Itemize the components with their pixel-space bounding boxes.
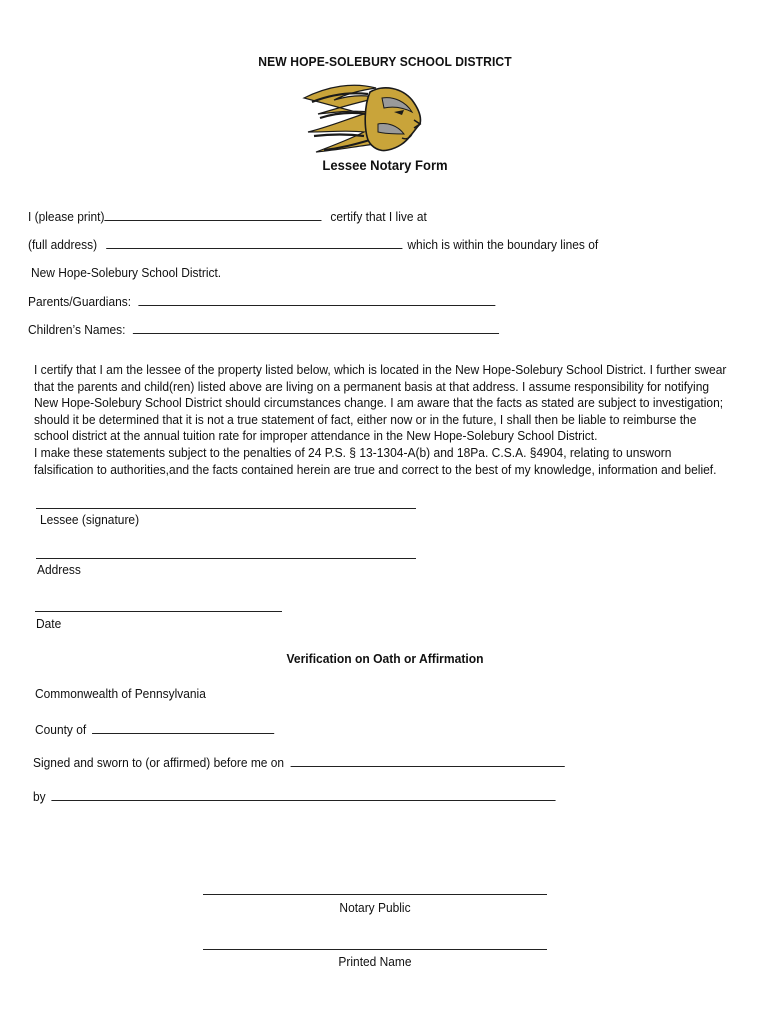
parents-field[interactable]	[138, 293, 495, 306]
lessee-signature-line[interactable]	[36, 508, 416, 509]
address-line[interactable]	[36, 558, 416, 559]
parents-row	[28, 293, 495, 309]
certify-live-text: certify that I live at	[330, 209, 427, 224]
lion-head-icon	[298, 78, 424, 160]
parents-label: Parents/Guardians:	[28, 294, 132, 309]
district-title: NEW HOPE-SOLEBURY SCHOOL DISTRICT	[258, 54, 512, 69]
county-label: County of	[35, 722, 87, 737]
address-label: Address	[37, 562, 81, 577]
district-line: New Hope-Solebury School District.	[31, 265, 222, 280]
full-address-label: (full address)	[28, 237, 98, 252]
please-print-label: I (please print)	[28, 209, 105, 224]
signed-sworn-row	[33, 754, 564, 770]
by-label: by	[33, 789, 46, 804]
notary-signature-line[interactable]	[203, 894, 547, 895]
certification-paragraph-1: I certify that I am the lessee of the property listed below, which is located in the New Hope-Solebury School District. I further swear that the parents and child(ren) listed above are living on a permanent basis at that address. I assume responsibility for notifying New Hope-Solebury School District should circumstances change. I am aware that the facts as stated are subject to investigation; should it be determined that it is not a true statement of fact, either now or in the future, I shall then be liable to reimburse the school district at the annual tuition rate for improper attendance in the New Hope-Solebury School District.	[34, 362, 727, 444]
lessee-signature-label: Lessee (signature)	[40, 512, 140, 527]
certification-text	[34, 362, 733, 478]
notary-public-label: Notary Public	[339, 900, 411, 915]
verification-title: Verification on Oath or Affirmation	[286, 651, 484, 666]
children-row	[28, 321, 499, 337]
form-title: Lessee Notary Form	[322, 157, 448, 173]
signed-sworn-label: Signed and sworn to (or affirmed) before me on	[33, 755, 285, 770]
certification-paragraph-2: I make these statements subject to the penalties of 24 P.S. § 13-1304-A(b) and 18Pa. C.S.A. §4904, relating to unsworn falsification to authorities,and the facts contained herein are true and correct to the best of my knowledge, information and belief.	[34, 444, 717, 477]
by-field[interactable]	[52, 788, 556, 801]
sworn-date-field[interactable]	[290, 754, 564, 767]
full-address-field[interactable]	[106, 236, 402, 249]
date-label: Date	[36, 616, 62, 631]
please-print-row	[28, 208, 427, 224]
date-line[interactable]	[35, 611, 282, 612]
children-label: Children’s Names:	[28, 322, 126, 337]
printed-name-label: Printed Name	[338, 954, 412, 969]
by-row	[33, 788, 556, 804]
name-field[interactable]	[104, 208, 321, 221]
county-row	[35, 721, 274, 737]
children-field[interactable]	[133, 321, 499, 334]
boundary-text: which is within the boundary lines of	[407, 237, 599, 252]
commonwealth-label: Commonwealth of Pennsylvania	[35, 686, 206, 701]
printed-name-line[interactable]	[203, 949, 547, 950]
full-address-row	[28, 236, 598, 252]
county-field[interactable]	[92, 721, 274, 734]
